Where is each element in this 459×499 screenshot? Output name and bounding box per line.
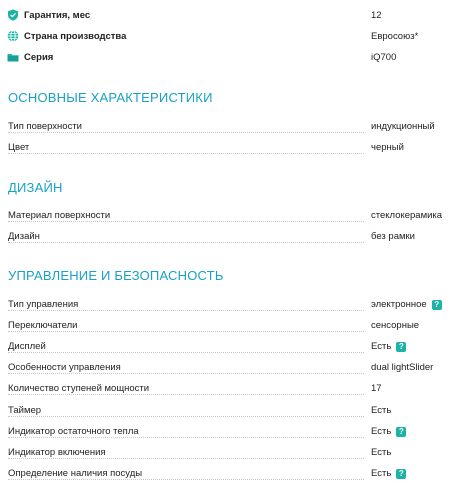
spec-row	[0, 207, 459, 227]
help-badge[interactable]: ?	[396, 427, 406, 437]
spec-value: Есть	[371, 405, 392, 416]
spec-value: Есть	[371, 447, 392, 458]
dotted-leader	[8, 458, 364, 459]
spec-label: Таймер	[8, 405, 45, 416]
spec-value: черный	[371, 142, 404, 153]
spec-row	[0, 423, 459, 443]
dotted-leader	[8, 394, 364, 395]
dotted-leader	[8, 373, 364, 374]
dotted-leader	[8, 242, 364, 243]
spec-value: индукционный	[371, 121, 435, 132]
spec-value: 12	[371, 10, 382, 21]
spec-row	[0, 359, 459, 379]
folder-icon	[7, 51, 19, 63]
shield-check-icon	[7, 9, 19, 21]
spec-value: 17	[371, 383, 382, 394]
spec-row	[0, 296, 459, 316]
spec-value: iQ700	[371, 52, 397, 63]
help-badge[interactable]: ?	[396, 469, 406, 479]
dotted-leader	[8, 132, 364, 133]
spec-row	[0, 380, 459, 400]
spec-row	[0, 139, 459, 159]
dotted-leader	[8, 352, 364, 353]
spec-value: стеклокерамика	[371, 210, 443, 221]
spec-row-country	[0, 28, 459, 48]
spec-row	[0, 118, 459, 138]
spec-row	[0, 402, 459, 422]
spec-label: Страна производства	[24, 31, 130, 42]
spec-label: Индикатор включения	[8, 447, 110, 458]
spec-row	[0, 465, 459, 485]
spec-label: Материал поверхности	[8, 210, 114, 221]
spec-value: без рамки	[371, 231, 415, 242]
spec-label: Дизайн	[8, 231, 44, 242]
spec-row	[0, 317, 459, 337]
spec-value: Есть ?	[371, 468, 406, 479]
spec-value: электронное ?	[371, 299, 442, 310]
dotted-leader	[8, 153, 364, 154]
dotted-leader	[8, 331, 364, 332]
dotted-leader	[8, 221, 364, 222]
spec-label: Количество ступеней мощности	[8, 383, 153, 394]
spec-row-series	[0, 49, 459, 69]
spec-row	[0, 338, 459, 358]
spec-label: Определение наличия посуды	[8, 468, 146, 479]
section-title-main: ОСНОВНЫЕ ХАРАКТЕРИСТИКИ	[8, 90, 213, 105]
spec-value: сенсорные	[371, 320, 420, 331]
help-badge[interactable]: ?	[396, 342, 406, 352]
dotted-leader	[8, 479, 364, 480]
dotted-leader	[8, 437, 364, 438]
spec-label: Серия	[24, 52, 57, 63]
spec-label: Индикатор остаточного тепла	[8, 426, 143, 437]
spec-row	[0, 228, 459, 248]
globe-icon	[7, 30, 19, 42]
help-badge[interactable]: ?	[432, 300, 442, 310]
spec-label: Тип управления	[8, 299, 82, 310]
spec-label: Переключатели	[8, 320, 82, 331]
spec-label: Дисплей	[8, 341, 50, 352]
spec-label: Тип поверхности	[8, 121, 86, 132]
section-title-control: УПРАВЛЕНИЕ И БЕЗОПАСНОСТЬ	[8, 268, 224, 283]
dotted-leader	[8, 310, 364, 311]
spec-label: Особенности управления	[8, 362, 125, 373]
section-title-design: ДИЗАЙН	[8, 180, 63, 195]
spec-value: Есть ?	[371, 426, 406, 437]
spec-row-warranty	[0, 7, 459, 27]
spec-label: Гарантия, мес	[24, 10, 94, 21]
dotted-leader	[8, 416, 364, 417]
spec-label: Цвет	[8, 142, 33, 153]
spec-row	[0, 444, 459, 464]
spec-value: Есть ?	[371, 341, 406, 352]
spec-value: Евросоюз*	[371, 31, 419, 42]
spec-value: dual lightSlider	[371, 362, 434, 373]
